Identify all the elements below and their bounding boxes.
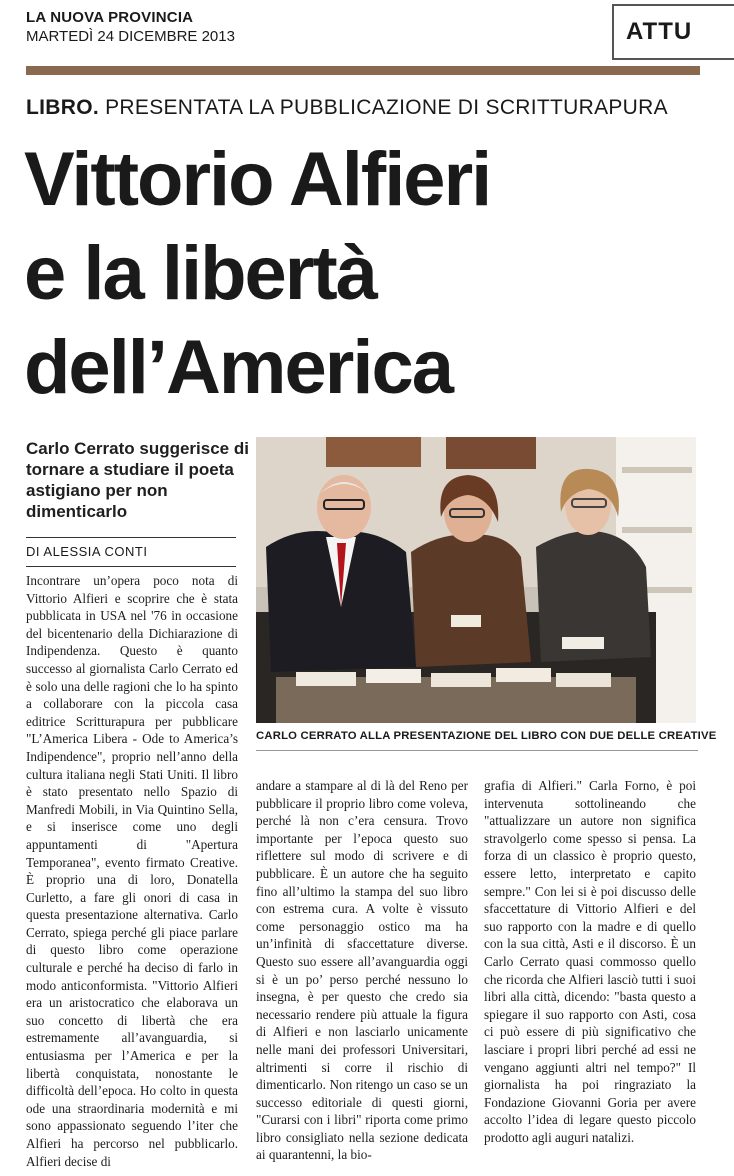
section-label: ATTU	[626, 18, 693, 45]
byline-rule-top	[26, 537, 236, 538]
photo-caption: CARLO CERRATO ALLA PRESENTAZIONE DEL LIBRO CON DUE DELLE CREATIVE	[256, 730, 717, 742]
photo-illustration	[256, 437, 696, 723]
column-2-text: andare a stampare al di là del Reno per pubblicare il proprio libro come voleva, perché là non c’era censura. Trovo importante per l’epoca questo suo riflettere sul modo di scrivere e di pubblicare. È un autore che ha seguito fino all’ultimo la stampa del suo libro con estrema cura. A volte è vissuto come personaggio ostico ma ha un’infinità di sfaccettature diverse. Questo suo essere all’avanguardia oggi si è un po’ perso perché nessuno lo insegna, è per questo che credo sia necessario rendere più attuale la figura di Alfieri e non lasciarlo unicamente nelle mani dei professori Universitari, altrimenti si corre il rischio di dimenticarlo. Non ritengo un caso se un successo editoriale di questi giorni, "Curarsi con i libri" riporta come primo libro consigliato nella sezione dedicata ai quarantenni, la bio-	[256, 778, 468, 1163]
issue-date: MARTEDÌ 24 DICEMBRE 2013	[26, 28, 235, 45]
byline-rule-bottom	[26, 566, 236, 567]
header-rule	[26, 66, 700, 75]
subheadline: Carlo Cerrato suggerisce di tornare a studiare il poeta astigiano per non dimenticarlo	[26, 439, 249, 521]
caption-rule	[256, 750, 698, 751]
headline-line-3: dell’America	[24, 325, 452, 410]
column-1-text: Incontrare un’opera poco nota di Vittorio Alfieri e scoprire che è stata pubblicata in USA nel '76 in occasione del bicentenario della Dichiarazione di Indipendenza. Questo è quanto successo al giornalista Carlo Cerrato ed è solo una delle ragioni che lo ha spinto a collaborare con la piccola casa editrice Scritturapura per pubblicare "L’America Libera - Ode to America’s Indipendence", proprio nell’anno della cultura italiana negli Stati Uniti. Il libro è stato presentato nello Spazio di Manfredi Mobili, in Via Quintino Sella, e si inserisce come uno degli appuntamenti di "Apertura Temporanea", evento firmato Creative. È proprio una di loro, Donatella Curletto, a fare gli onori di casa in questa presentazione alternativa. Carlo Cerrato, spiega perché gli piace parlare di questo libro come operazione culturale e perché ha deciso di farlo in modo anticonformista. "Vittorio Alfieri era un aristocratico che elaborava un suo concetto di libertà che era estremamente all’avanguardia, si entusiasma per l’America e per la libertà conquistata, nonostante le difficoltà dell’epoca. Ho colto in questa ode una straordinaria modernità e mi sono appassionato seguendo l’iter che Alfieri ha percorso nel pubblicarlo. Alfieri decise di	[26, 573, 238, 1169]
article-photo	[256, 437, 696, 723]
article-column-2	[256, 777, 468, 1163]
newspaper-name: LA NUOVA PROVINCIA	[26, 9, 194, 26]
article-column-3	[484, 777, 696, 1152]
headline	[24, 133, 684, 415]
byline: DI ALESSIA CONTI	[26, 544, 148, 559]
kicker	[26, 96, 668, 120]
column-3-text: grafia di Alfieri." Carla Forno, è poi intervenuta sottolineando che "attualizzare un autore non significa stravolgerlo come spesso si pensa. La forza di un classico è proprio questo, essere letto, interpretato e capito sempre." Con lei si è poi discusso delle sfaccettature di Vittorio Alfieri e del suo rapporto con la madre e di quello con la sua città, Asti e il discorso. È un Carlo Cerrato quasi commosso quello che ricorda che Alfieri lasciò tutti i suoi libri alla città, dicendo: "basta questo a spiegare il suo rapporto con Asti, cosa ci può essere di più significativo che lasciare i propri libri perché ad essi ne vengano aggiunti altri nel tempo?" Il giornalista ha poi ringraziato la Fondazione Giovanni Goria per avere accolto l’idea di legare questo piccolo prodotto agli auguri natalizi.	[484, 778, 696, 1145]
kicker-text: PRESENTATA LA PUBBLICAZIONE DI SCRITTURAPURA	[105, 96, 668, 119]
headline-line-1: Vittorio Alfieri	[24, 137, 491, 222]
kicker-label: LIBRO.	[26, 96, 99, 119]
headline-line-2: e la libertà	[24, 231, 376, 316]
article-column-1	[26, 572, 238, 1169]
